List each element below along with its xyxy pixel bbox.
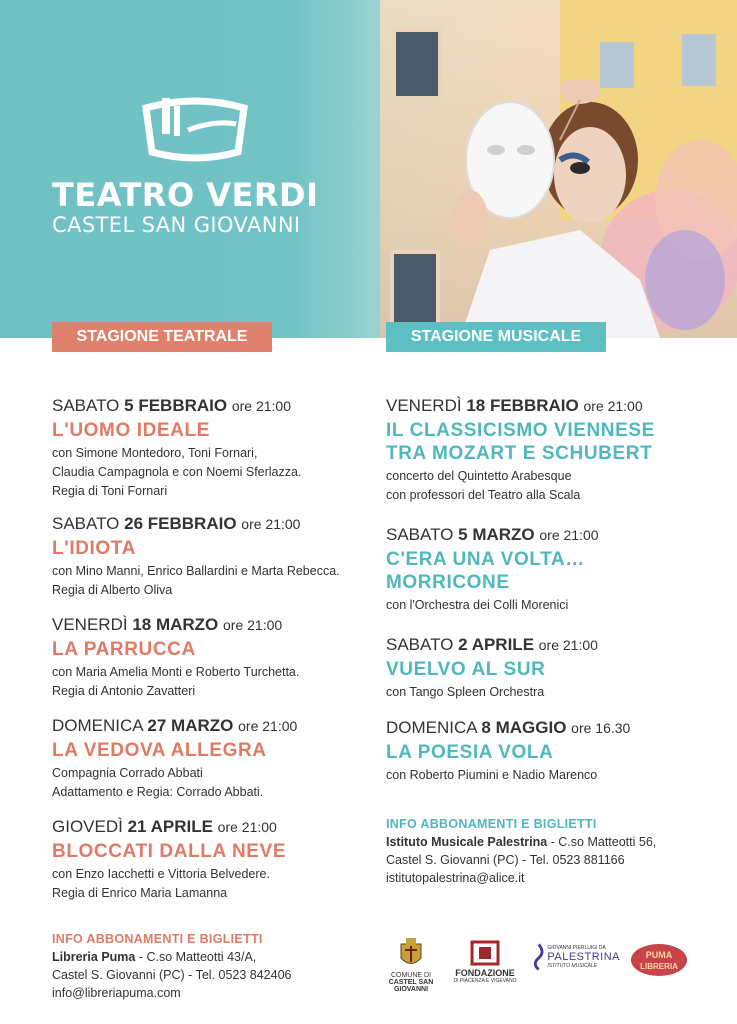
event-teatro-3 [52, 615, 382, 701]
info-musica: INFO ABBONAMENTI E BIGLIETTI Istituto Musicale Palestrina - C.so Matteotti 56, Castel S. Giovanni (PC) - Tel. 0523 881166 istitutopalestrina@alice.it [386, 815, 726, 887]
event-description: concerto del Quintetto Arabesque con professori del Teatro alla Scala [386, 469, 581, 502]
event-title: LA PARRUCCA [52, 639, 196, 660]
event-description: Compagnia Corrado Abbati Adattamento e Regia: Corrado Abbati. [52, 766, 264, 799]
event-date: VENERDÌ 18 MARZO ore 21:00 [52, 615, 283, 634]
info-heading: INFO ABBONAMENTI E BIGLIETTI [52, 932, 263, 946]
hero-banner [0, 0, 737, 338]
info-email[interactable]: istitutopalestrina@alice.it [386, 871, 525, 885]
event-teatro-2 [52, 514, 382, 600]
sponsor-palestrina: GIOVANNI PIERLUIGI DA PALESTRINA ISTITUTO MUSICALE [530, 942, 620, 972]
event-date: VENERDÌ 18 FEBBRAIO ore 21:00 [386, 396, 643, 415]
event-date: SABATO 26 FEBBRAIO ore 21:00 [52, 514, 301, 533]
event-teatro-5 [52, 817, 382, 903]
event-description: con Roberto Piumini e Nadio Marenco [386, 768, 598, 782]
event-description: con l'Orchestra dei Colli Morenici [386, 598, 569, 612]
info-org: Istituto Musicale Palestrina [386, 835, 548, 849]
info-org: Libreria Puma [52, 950, 136, 964]
event-title: BLOCCATI DALLA NEVE [52, 841, 287, 862]
event-musica-4 [386, 718, 726, 785]
sponsor-comune: COMUNE DI CASTEL SAN GIOVANNI [380, 936, 442, 993]
event-date: DOMENICA 27 MARZO ore 21:00 [52, 716, 298, 735]
event-description: con Simone Montedoro, Toni Fornari, Claudia Campagnola e con Noemi Sferlazza. Regia di Toni Fornari [52, 446, 302, 498]
event-description: con Tango Spleen Orchestra [386, 685, 545, 699]
event-musica-3 [386, 635, 726, 702]
event-teatro-4 [52, 716, 382, 802]
event-teatro-1 [52, 396, 382, 501]
info-heading: INFO ABBONAMENTI E BIGLIETTI [386, 817, 597, 831]
event-title: C'ERA UNA VOLTA… MORRICONE [386, 549, 585, 593]
info-address: Castel S. Giovanni (PC) - Tel. 0523 881166 [386, 853, 625, 867]
teatro-verdi-logo [140, 90, 250, 166]
event-date: DOMENICA 8 MAGGIO ore 16.30 [386, 718, 631, 737]
sponsor-puma: PUMA LIBRERIA [628, 944, 690, 976]
event-description: con Mino Manni, Enrico Ballardini e Marta Rebecca. Regia di Alberto Oliva [52, 564, 340, 597]
event-date: SABATO 2 APRILE ore 21:00 [386, 635, 598, 654]
page-subtitle: CASTEL SAN GIOVANNI [52, 213, 301, 237]
event-title: LA VEDOVA ALLEGRA [52, 740, 267, 761]
event-date: SABATO 5 FEBBRAIO ore 21:00 [52, 396, 292, 415]
sponsor-fondazione: FONDAZIONE DI PIACENZA E VIGEVANO [450, 940, 520, 984]
info-email[interactable]: info@libreriapuma.com [52, 986, 181, 1000]
event-date: GIOVEDÌ 21 APRILE ore 21:00 [52, 817, 277, 836]
event-title: VUELVO AL SUR [386, 659, 546, 680]
section-tag-teatrale: STAGIONE TEATRALE [52, 322, 272, 352]
palestrina-logo-icon [530, 942, 547, 972]
event-title: L'IDIOTA [52, 538, 136, 559]
event-title: L'UOMO IDEALE [52, 420, 210, 441]
fondazione-logo-icon [470, 940, 500, 966]
event-description: con Maria Amelia Monti e Roberto Turchetta. Regia di Antonio Zavatteri [52, 665, 300, 698]
event-date: SABATO 5 MARZO ore 21:00 [386, 525, 599, 544]
event-description: con Enzo Iacchetti e Vittoria Belvedere. Regia di Enrico Maria Lamanna [52, 867, 270, 900]
event-title: LA POESIA VOLA [386, 742, 554, 763]
masked-performer-illustration [430, 80, 737, 338]
page-title: TEATRO VERDI [52, 176, 319, 214]
coat-of-arms-icon [398, 936, 424, 970]
event-musica-2 [386, 525, 726, 615]
event-title: IL CLASSICISMO VIENNESE TRA MOZART E SCHUBERT [386, 420, 655, 464]
info-teatro: INFO ABBONAMENTI E BIGLIETTI Libreria Puma - C.so Matteotti 43/A, Castel S. Giovanni (PC) - Tel. 0523 842406 info@libreriapuma.com [52, 930, 372, 1002]
section-tag-musicale: STAGIONE MUSICALE [386, 322, 606, 352]
info-address: Castel S. Giovanni (PC) - Tel. 0523 842406 [52, 968, 292, 982]
event-musica-1 [386, 396, 726, 505]
